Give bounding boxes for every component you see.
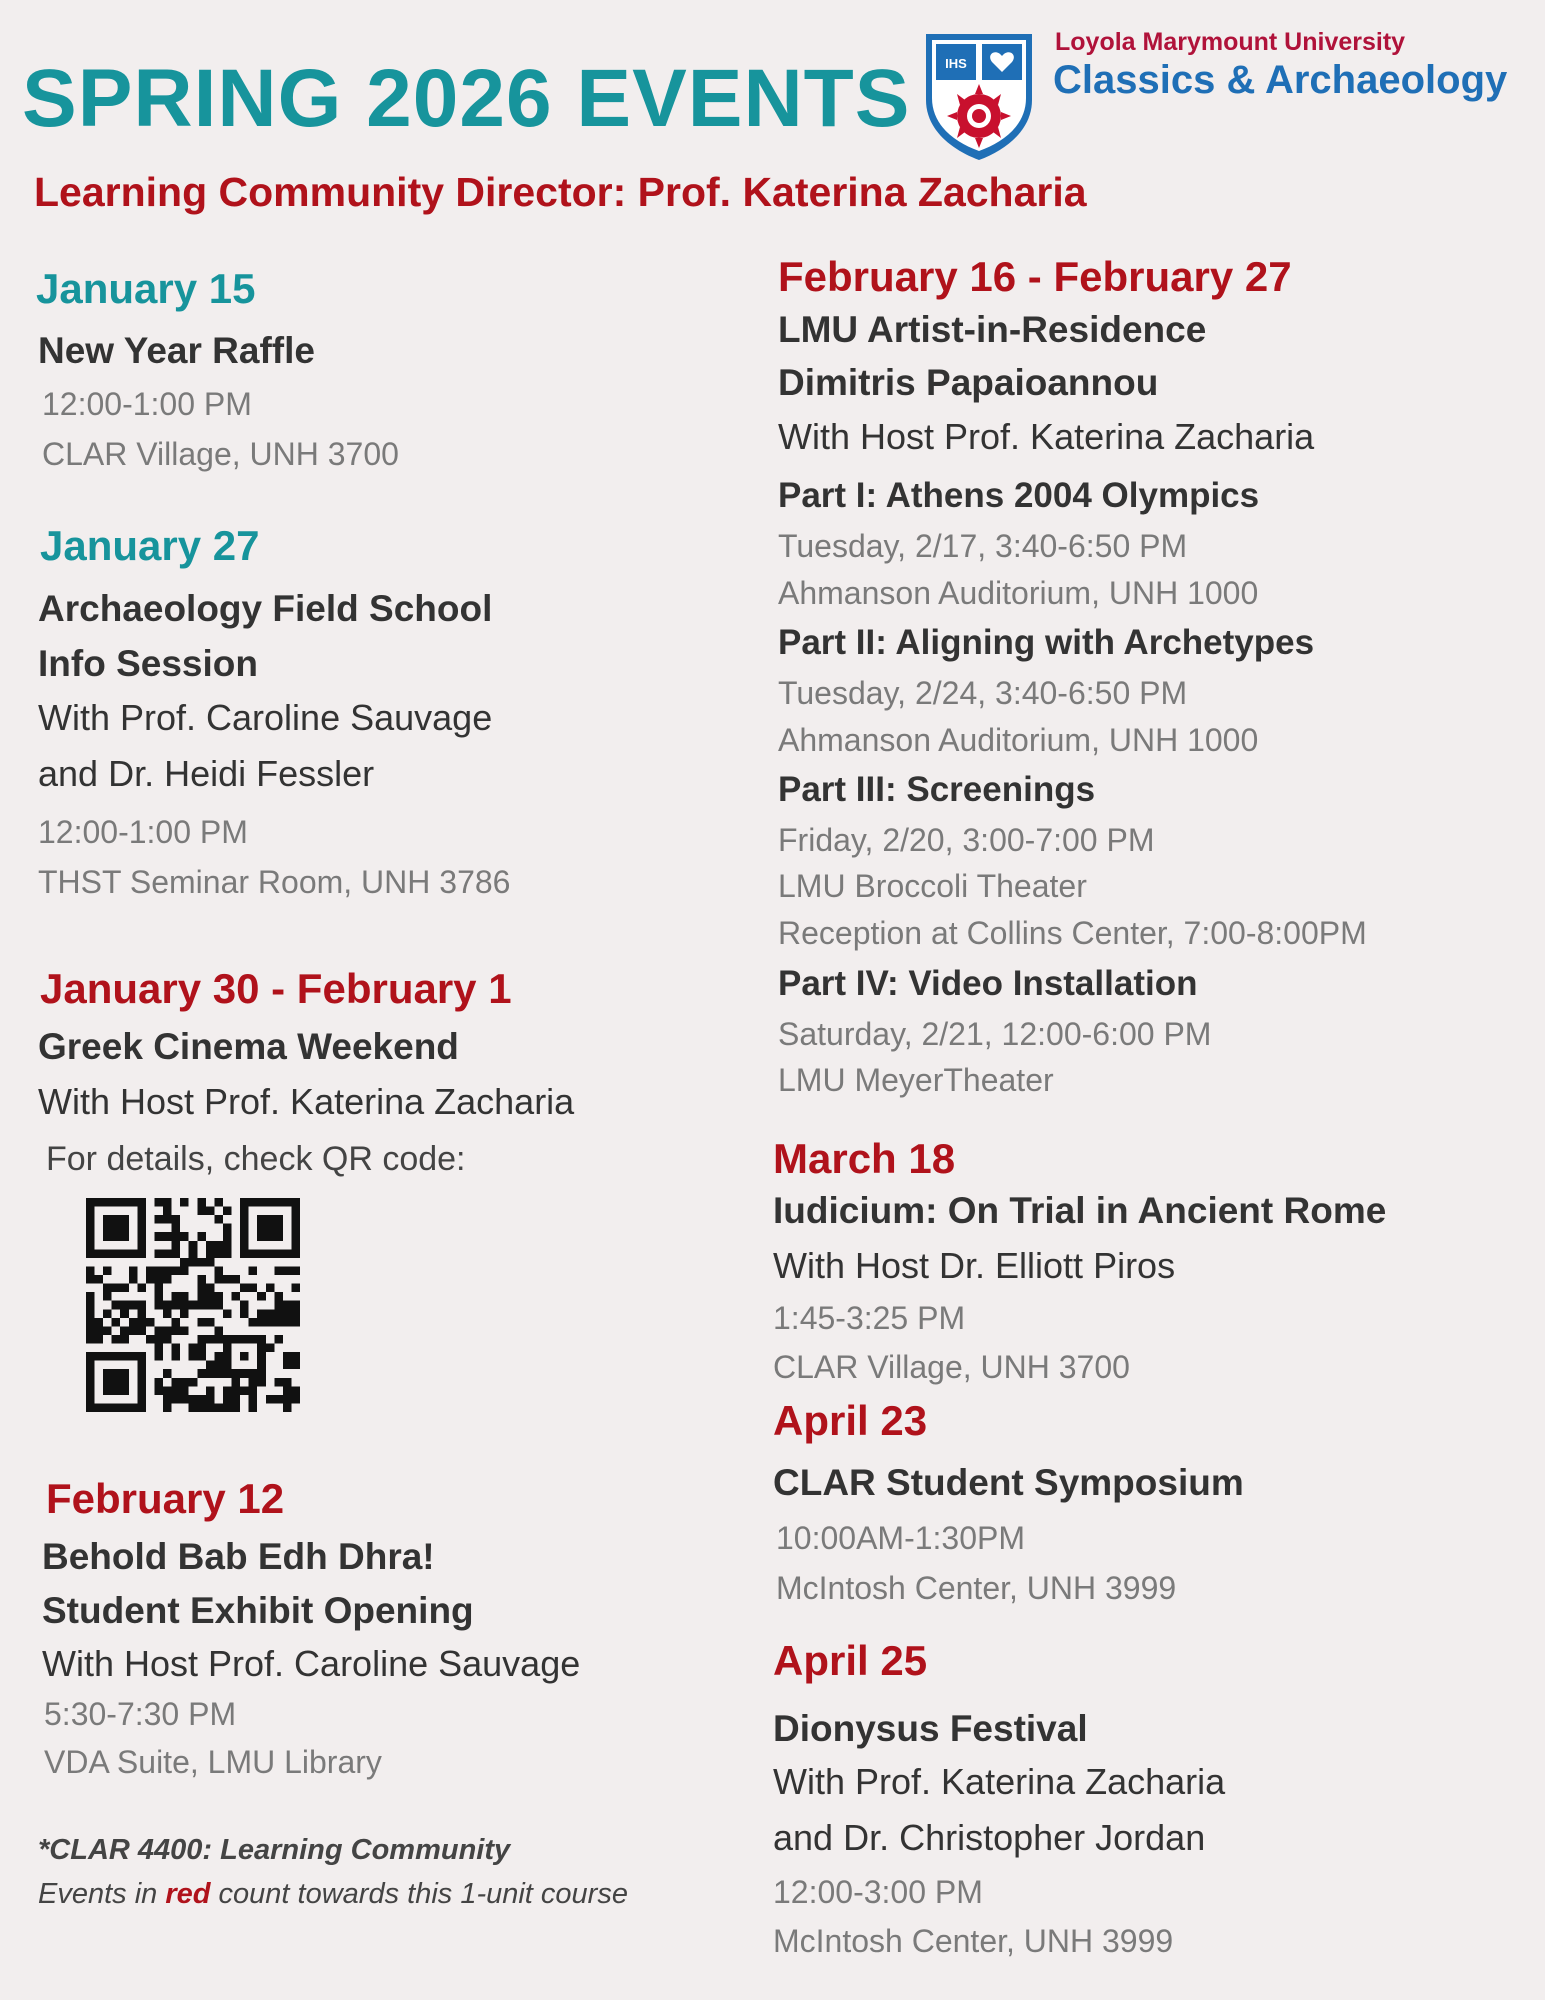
part-3-title: Part III: Screenings (778, 770, 1096, 809)
event-title-cont: Dimitris Papaioannou (778, 362, 1159, 403)
event-time: 12:00-1:00 PM (42, 386, 252, 422)
part-2-time: Tuesday, 2/24, 3:40-6:50 PM (778, 675, 1188, 711)
event-title: CLAR Student Symposium (773, 1462, 1244, 1503)
part-3-reception: Reception at Collins Center, 7:00-8:00PM (778, 915, 1367, 951)
event-host: With Host Prof. Katerina Zacharia (778, 416, 1315, 457)
footnote-red-word: red (165, 1878, 211, 1910)
part-2-location: Ahmanson Auditorium, UNH 1000 (778, 722, 1259, 758)
event-host-cont: and Dr. Christopher Jordan (773, 1817, 1206, 1858)
part-1-location: Ahmanson Auditorium, UNH 1000 (778, 575, 1259, 611)
part-4-location: LMU MeyerTheater (778, 1062, 1054, 1098)
logo-university-name: Loyola Marymount University (1055, 28, 1406, 56)
event-title: Greek Cinema Weekend (38, 1026, 459, 1067)
logo-department-name: Classics & Archaeology (1053, 58, 1508, 102)
event-date: January 27 (40, 522, 260, 569)
part-4-title: Part IV: Video Installation (778, 964, 1198, 1003)
event-title: Iudicium: On Trial in Ancient Rome (773, 1190, 1387, 1231)
part-3-location: LMU Broccoli Theater (778, 868, 1087, 904)
part-1-time: Tuesday, 2/17, 3:40-6:50 PM (778, 528, 1188, 564)
part-2-title: Part II: Aligning with Archetypes (778, 623, 1315, 662)
event-host: With Host Prof. Katerina Zacharia (38, 1081, 575, 1122)
part-1-title: Part I: Athens 2004 Olympics (778, 476, 1260, 515)
shield-text: IHS (945, 56, 967, 71)
footnote-course: *CLAR 4400: Learning Community (38, 1834, 511, 1866)
footnote-post: count towards this 1-unit course (210, 1878, 628, 1910)
event-location: McIntosh Center, UNH 3999 (776, 1570, 1177, 1606)
event-date: January 15 (36, 265, 256, 312)
event-time: 5:30-7:30 PM (44, 1696, 237, 1732)
event-title: Dionysus Festival (773, 1708, 1088, 1749)
part-3-time: Friday, 2/20, 3:00-7:00 PM (778, 822, 1155, 858)
event-title-cont: Info Session (38, 643, 258, 684)
part-4-time: Saturday, 2/21, 12:00-6:00 PM (778, 1016, 1212, 1052)
event-date: April 25 (773, 1637, 928, 1684)
event-title: LMU Artist-in-Residence (778, 309, 1207, 350)
event-date: February 16 - February 27 (778, 253, 1292, 300)
event-location: CLAR Village, UNH 3700 (773, 1349, 1130, 1385)
event-date: March 18 (773, 1135, 956, 1182)
event-host: With Host Prof. Caroline Sauvage (42, 1643, 581, 1684)
event-location: McIntosh Center, UNH 3999 (773, 1923, 1174, 1959)
event-host: With Prof. Katerina Zacharia (773, 1761, 1226, 1802)
event-host: With Host Dr. Elliott Piros (773, 1245, 1176, 1286)
event-location: VDA Suite, LMU Library (44, 1744, 382, 1780)
event-location: THST Seminar Room, UNH 3786 (38, 864, 511, 900)
event-location: CLAR Village, UNH 3700 (42, 436, 399, 472)
event-date: February 12 (46, 1475, 285, 1522)
event-time: 12:00-3:00 PM (773, 1874, 983, 1910)
event-time: 12:00-1:00 PM (38, 814, 248, 850)
event-title: Behold Bab Edh Dhra! (42, 1536, 435, 1577)
page-title: SPRING 2026 EVENTS (22, 53, 911, 144)
event-title: Archaeology Field School (38, 588, 493, 629)
event-time: 1:45-3:25 PM (773, 1300, 966, 1336)
event-title-cont: Student Exhibit Opening (42, 1590, 474, 1631)
lmu-shield-logo (922, 30, 1036, 162)
director-line: Learning Community Director: Prof. Katerina Zacharia (34, 169, 1087, 215)
footnote-pre: Events in (38, 1878, 166, 1910)
event-host: With Prof. Caroline Sauvage (38, 697, 493, 738)
footnote-explanation (38, 1880, 628, 1909)
qr-note: For details, check QR code: (46, 1140, 466, 1178)
event-date: January 30 - February 1 (40, 965, 512, 1012)
event-time: 10:00AM-1:30PM (776, 1520, 1026, 1556)
event-host-cont: and Dr. Heidi Fessler (38, 753, 375, 794)
event-date: April 23 (773, 1397, 928, 1444)
qr-code[interactable] (86, 1198, 300, 1412)
event-title: New Year Raffle (38, 330, 315, 371)
